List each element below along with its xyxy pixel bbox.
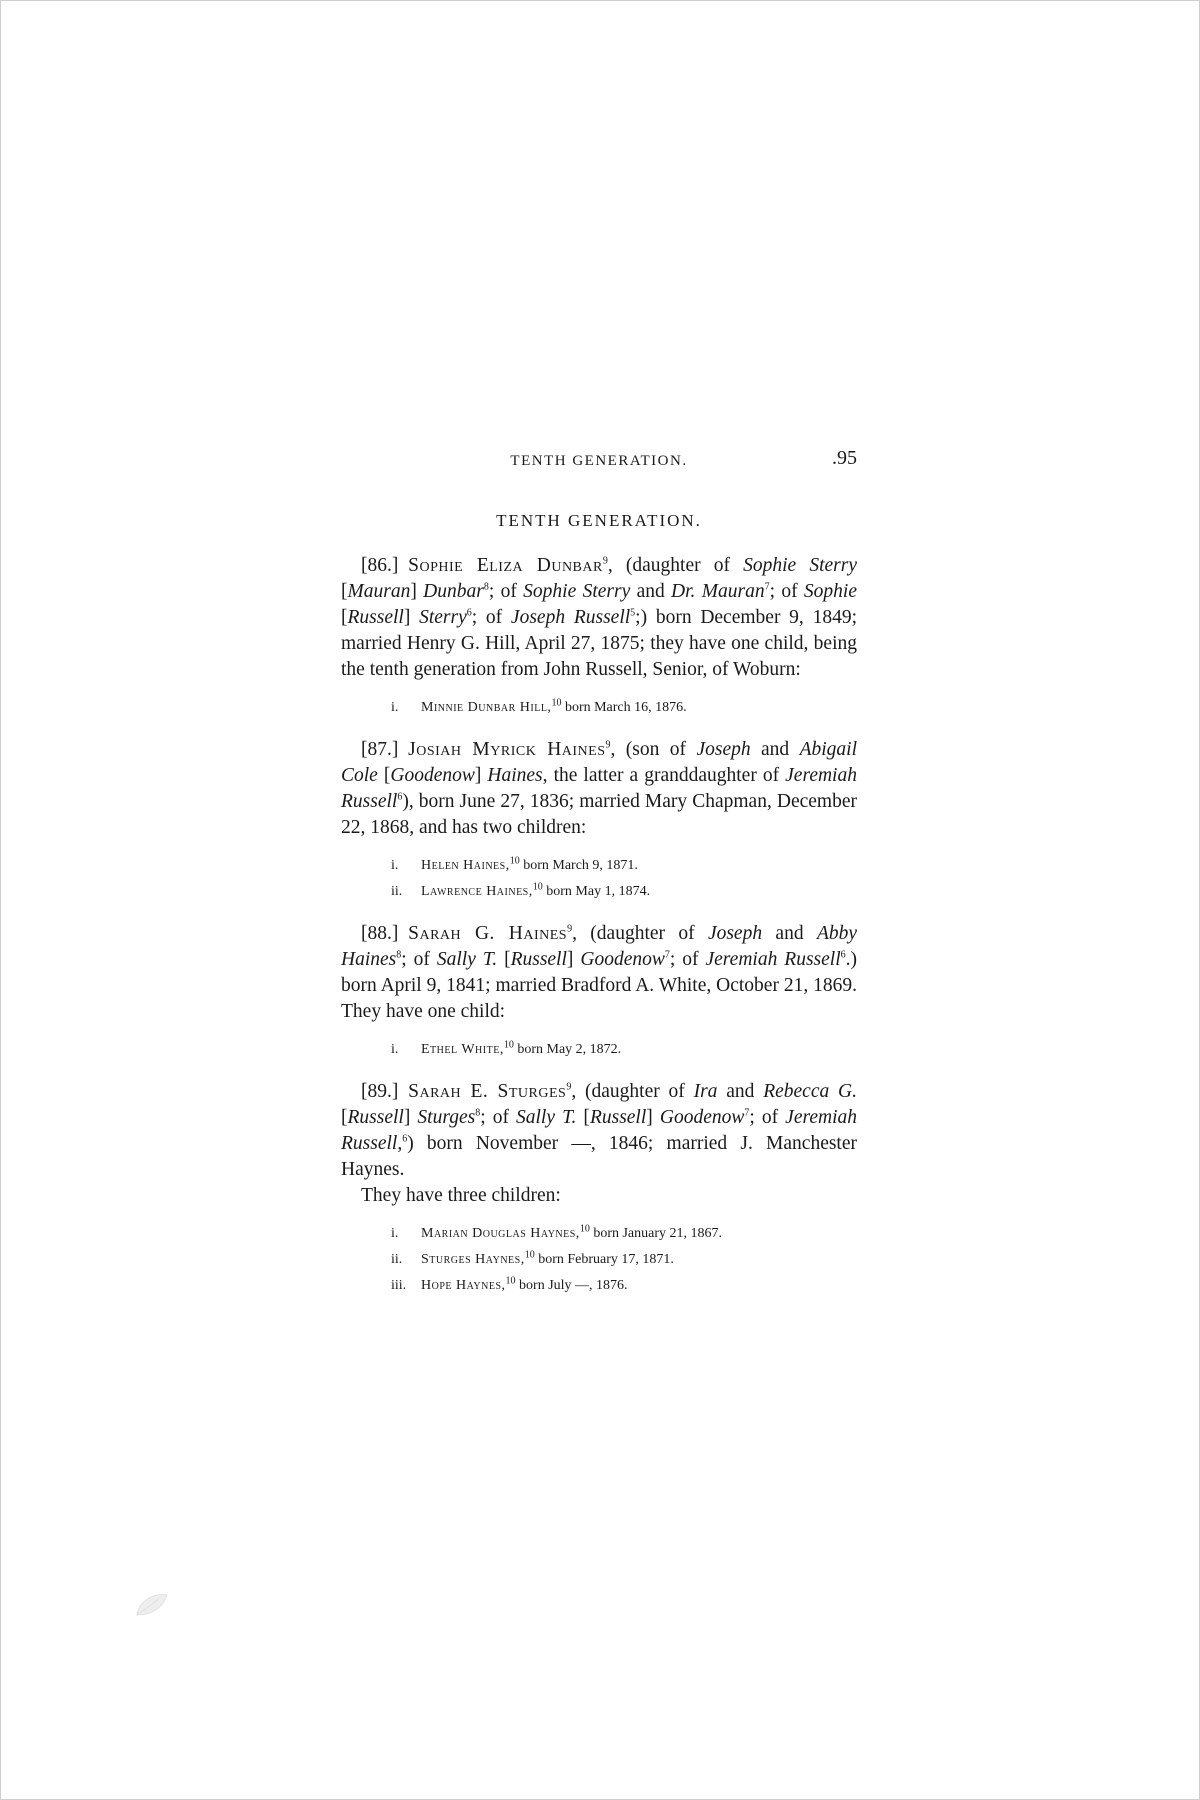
- italic-name: Abigail Cole: [341, 739, 858, 786]
- child-item: [391, 695, 857, 721]
- child-item: [391, 853, 857, 879]
- child-name: Lawrence Haines,: [421, 884, 533, 899]
- generation-number: 10: [509, 855, 520, 867]
- child-numeral: iii.: [391, 1278, 407, 1293]
- entry-text: and: [750, 739, 800, 760]
- child-item: [391, 879, 857, 905]
- entry-paragraph: [341, 1079, 857, 1183]
- entry-text: ]: [403, 607, 420, 628]
- child-name: Marian Douglas Haynes,: [421, 1226, 580, 1241]
- entry-number: [86.]: [361, 555, 399, 576]
- entry-paragraph: [341, 737, 857, 841]
- generation-number: 7: [744, 1107, 750, 1119]
- child-item: [391, 1247, 857, 1273]
- generation-number: 10: [551, 697, 562, 709]
- child-detail: born March 9, 1871.: [519, 858, 638, 873]
- generation-number: 6: [466, 607, 472, 619]
- italic-name: Sally T.: [516, 1107, 577, 1128]
- italic-name: Rebecca G.: [763, 1081, 857, 1102]
- children-list: [341, 1221, 857, 1299]
- running-head: [341, 447, 857, 477]
- child-name: Hope Haynes,: [421, 1278, 506, 1293]
- running-title: TENTH GENERATION.: [510, 453, 688, 469]
- italic-name: Sophie: [803, 581, 857, 602]
- generation-number: 6: [397, 791, 403, 803]
- italic-name: Goodenow: [390, 765, 475, 786]
- entry-paragraph: [341, 553, 857, 683]
- entry-text: ]: [474, 765, 488, 786]
- italic-name: Mauran: [347, 581, 411, 602]
- entry-number: [89.]: [361, 1081, 399, 1102]
- generation-number: 10: [505, 1275, 516, 1287]
- italic-name: Joseph: [696, 739, 751, 760]
- entry-text: [: [341, 581, 348, 602]
- child-detail: born May 1, 1874.: [542, 884, 651, 899]
- italic-name: Joseph: [707, 923, 763, 944]
- child-numeral: ii.: [391, 1252, 403, 1267]
- generation-number: 9: [602, 555, 608, 567]
- child-name: Sturges Haynes,: [421, 1252, 525, 1267]
- generation-number: 8: [396, 949, 402, 961]
- child-name: Minnie Dunbar Hill,: [421, 700, 552, 715]
- entry-text: ; of: [749, 1107, 786, 1128]
- italic-name: Sophie Sterry: [523, 581, 631, 602]
- entry-text: ]: [646, 1107, 660, 1128]
- child-detail: born March 16, 1876.: [561, 700, 687, 715]
- section-heading: TENTH GENERATION.: [496, 511, 702, 530]
- entry-text: ), born June 27, 1836; married Mary Chapman, December 22, 1868, and has two children:: [341, 791, 857, 838]
- entry-text: [: [576, 1107, 590, 1128]
- entry-paragraph: [341, 921, 857, 1025]
- generation-number: 9: [567, 923, 573, 935]
- text-column: [341, 447, 857, 1315]
- entry-text: ; of: [480, 1107, 517, 1128]
- child-numeral: i.: [391, 858, 399, 873]
- italic-name: Jeremiah Russell: [341, 765, 857, 812]
- italic-name: Dr. Mauran: [671, 581, 765, 602]
- entry-text: ]: [410, 581, 424, 602]
- child-detail: born May 2, 1872.: [513, 1042, 622, 1057]
- entry-text: ) born November —, 1846; married J. Manchester Haynes.: [341, 1133, 857, 1180]
- entry-text: [: [497, 949, 511, 970]
- entry-name: Josiah Myrick Haines: [408, 739, 606, 760]
- italic-name: Russell: [510, 949, 567, 970]
- generation-number: 9: [605, 739, 611, 751]
- generation-number: 8: [483, 581, 489, 593]
- entry-text: ]: [403, 1107, 418, 1128]
- italic-name: Sterry: [419, 607, 467, 628]
- child-numeral: i.: [391, 1042, 399, 1057]
- entry-text: and: [762, 923, 817, 944]
- italic-name: Russell: [589, 1107, 647, 1128]
- italic-name: Jeremiah Russell,: [341, 1107, 858, 1154]
- italic-name: Goodenow: [580, 949, 665, 970]
- generation-number: 10: [503, 1039, 514, 1051]
- entry-text: , (daughter of: [607, 555, 744, 576]
- page-number: .95: [832, 447, 857, 469]
- entry-text: ;) born December 9, 1849; married Henry G. Hill, April 27, 1875; they have one child, being the tenth generation from John Russell, Senior, of Woburn:: [341, 607, 857, 680]
- entry-text: , (son of: [610, 739, 697, 760]
- entry-text: ; of: [471, 607, 511, 628]
- child-numeral: i.: [391, 700, 399, 715]
- children-list: [341, 695, 857, 721]
- entry-text: ; of: [401, 949, 437, 970]
- generation-number: 6: [402, 1133, 408, 1145]
- generation-number: 6: [840, 949, 846, 961]
- italic-name: Ira: [693, 1081, 718, 1102]
- entry-name: Sophie Eliza Dunbar: [408, 555, 603, 576]
- entry-text: .) born April 9, 1841; married Bradford A. White, October 21, 1869. They have one child:: [341, 949, 857, 1022]
- entry-text: , (daughter of: [571, 1081, 694, 1102]
- entry-name: Sarah G. Haines: [408, 923, 568, 944]
- child-item: [391, 1037, 857, 1063]
- entry-text: ; of: [488, 581, 524, 602]
- generation-number: 7: [664, 949, 670, 961]
- entry-number: [87.]: [361, 739, 399, 760]
- child-detail: born January 21, 1867.: [589, 1226, 723, 1241]
- entry-text: [: [377, 765, 391, 786]
- child-item: [391, 1273, 857, 1299]
- italic-name: Abby Haines: [341, 923, 858, 970]
- italic-name: Sturges: [417, 1107, 476, 1128]
- italic-name: Goodenow: [659, 1107, 745, 1128]
- italic-name: Dunbar: [423, 581, 484, 602]
- italic-name: Joseph Russell: [510, 607, 631, 628]
- generation-number: 7: [764, 581, 770, 593]
- italic-name: Sophie Sterry: [743, 555, 857, 576]
- generation-number: 10: [532, 881, 543, 893]
- entry-text: , (daughter of: [572, 923, 708, 944]
- entry-text: and: [630, 581, 672, 602]
- entry-text: ; of: [769, 581, 804, 602]
- entry-number: [88.]: [361, 923, 399, 944]
- entry-text: ; of: [669, 949, 706, 970]
- child-item: [391, 1221, 857, 1247]
- child-numeral: ii.: [391, 884, 403, 899]
- entry-text: , the latter a granddaughter of: [542, 765, 786, 786]
- italic-name: Jeremiah Russell: [705, 949, 841, 970]
- generation-number: 10: [579, 1223, 590, 1235]
- child-detail: born February 17, 1871.: [534, 1252, 674, 1267]
- generation-number: 10: [524, 1249, 535, 1261]
- italic-name: Haines: [487, 765, 543, 786]
- generation-number: 5: [630, 607, 636, 619]
- leaf-watermark-icon: [133, 1591, 169, 1619]
- entry-text: and: [717, 1081, 764, 1102]
- entries: [341, 553, 857, 1299]
- italic-name: Russell: [347, 607, 404, 628]
- children-list: [341, 1037, 857, 1063]
- entry-text: [: [341, 1107, 348, 1128]
- entry-name: Sarah E. Sturges: [408, 1081, 567, 1102]
- child-name: Helen Haines,: [421, 858, 510, 873]
- child-name: Ethel White,: [421, 1042, 504, 1057]
- italic-name: Sally T.: [436, 949, 498, 970]
- entry-text: ]: [566, 949, 581, 970]
- entry-note: They have three children:: [361, 1185, 561, 1206]
- children-list: [341, 853, 857, 905]
- generation-number: 8: [475, 1107, 481, 1119]
- entry-text: [: [341, 607, 348, 628]
- generation-number: 9: [566, 1081, 572, 1093]
- italic-name: Russell: [347, 1107, 404, 1128]
- child-numeral: i.: [391, 1226, 399, 1241]
- child-detail: born July —, 1876.: [515, 1278, 628, 1293]
